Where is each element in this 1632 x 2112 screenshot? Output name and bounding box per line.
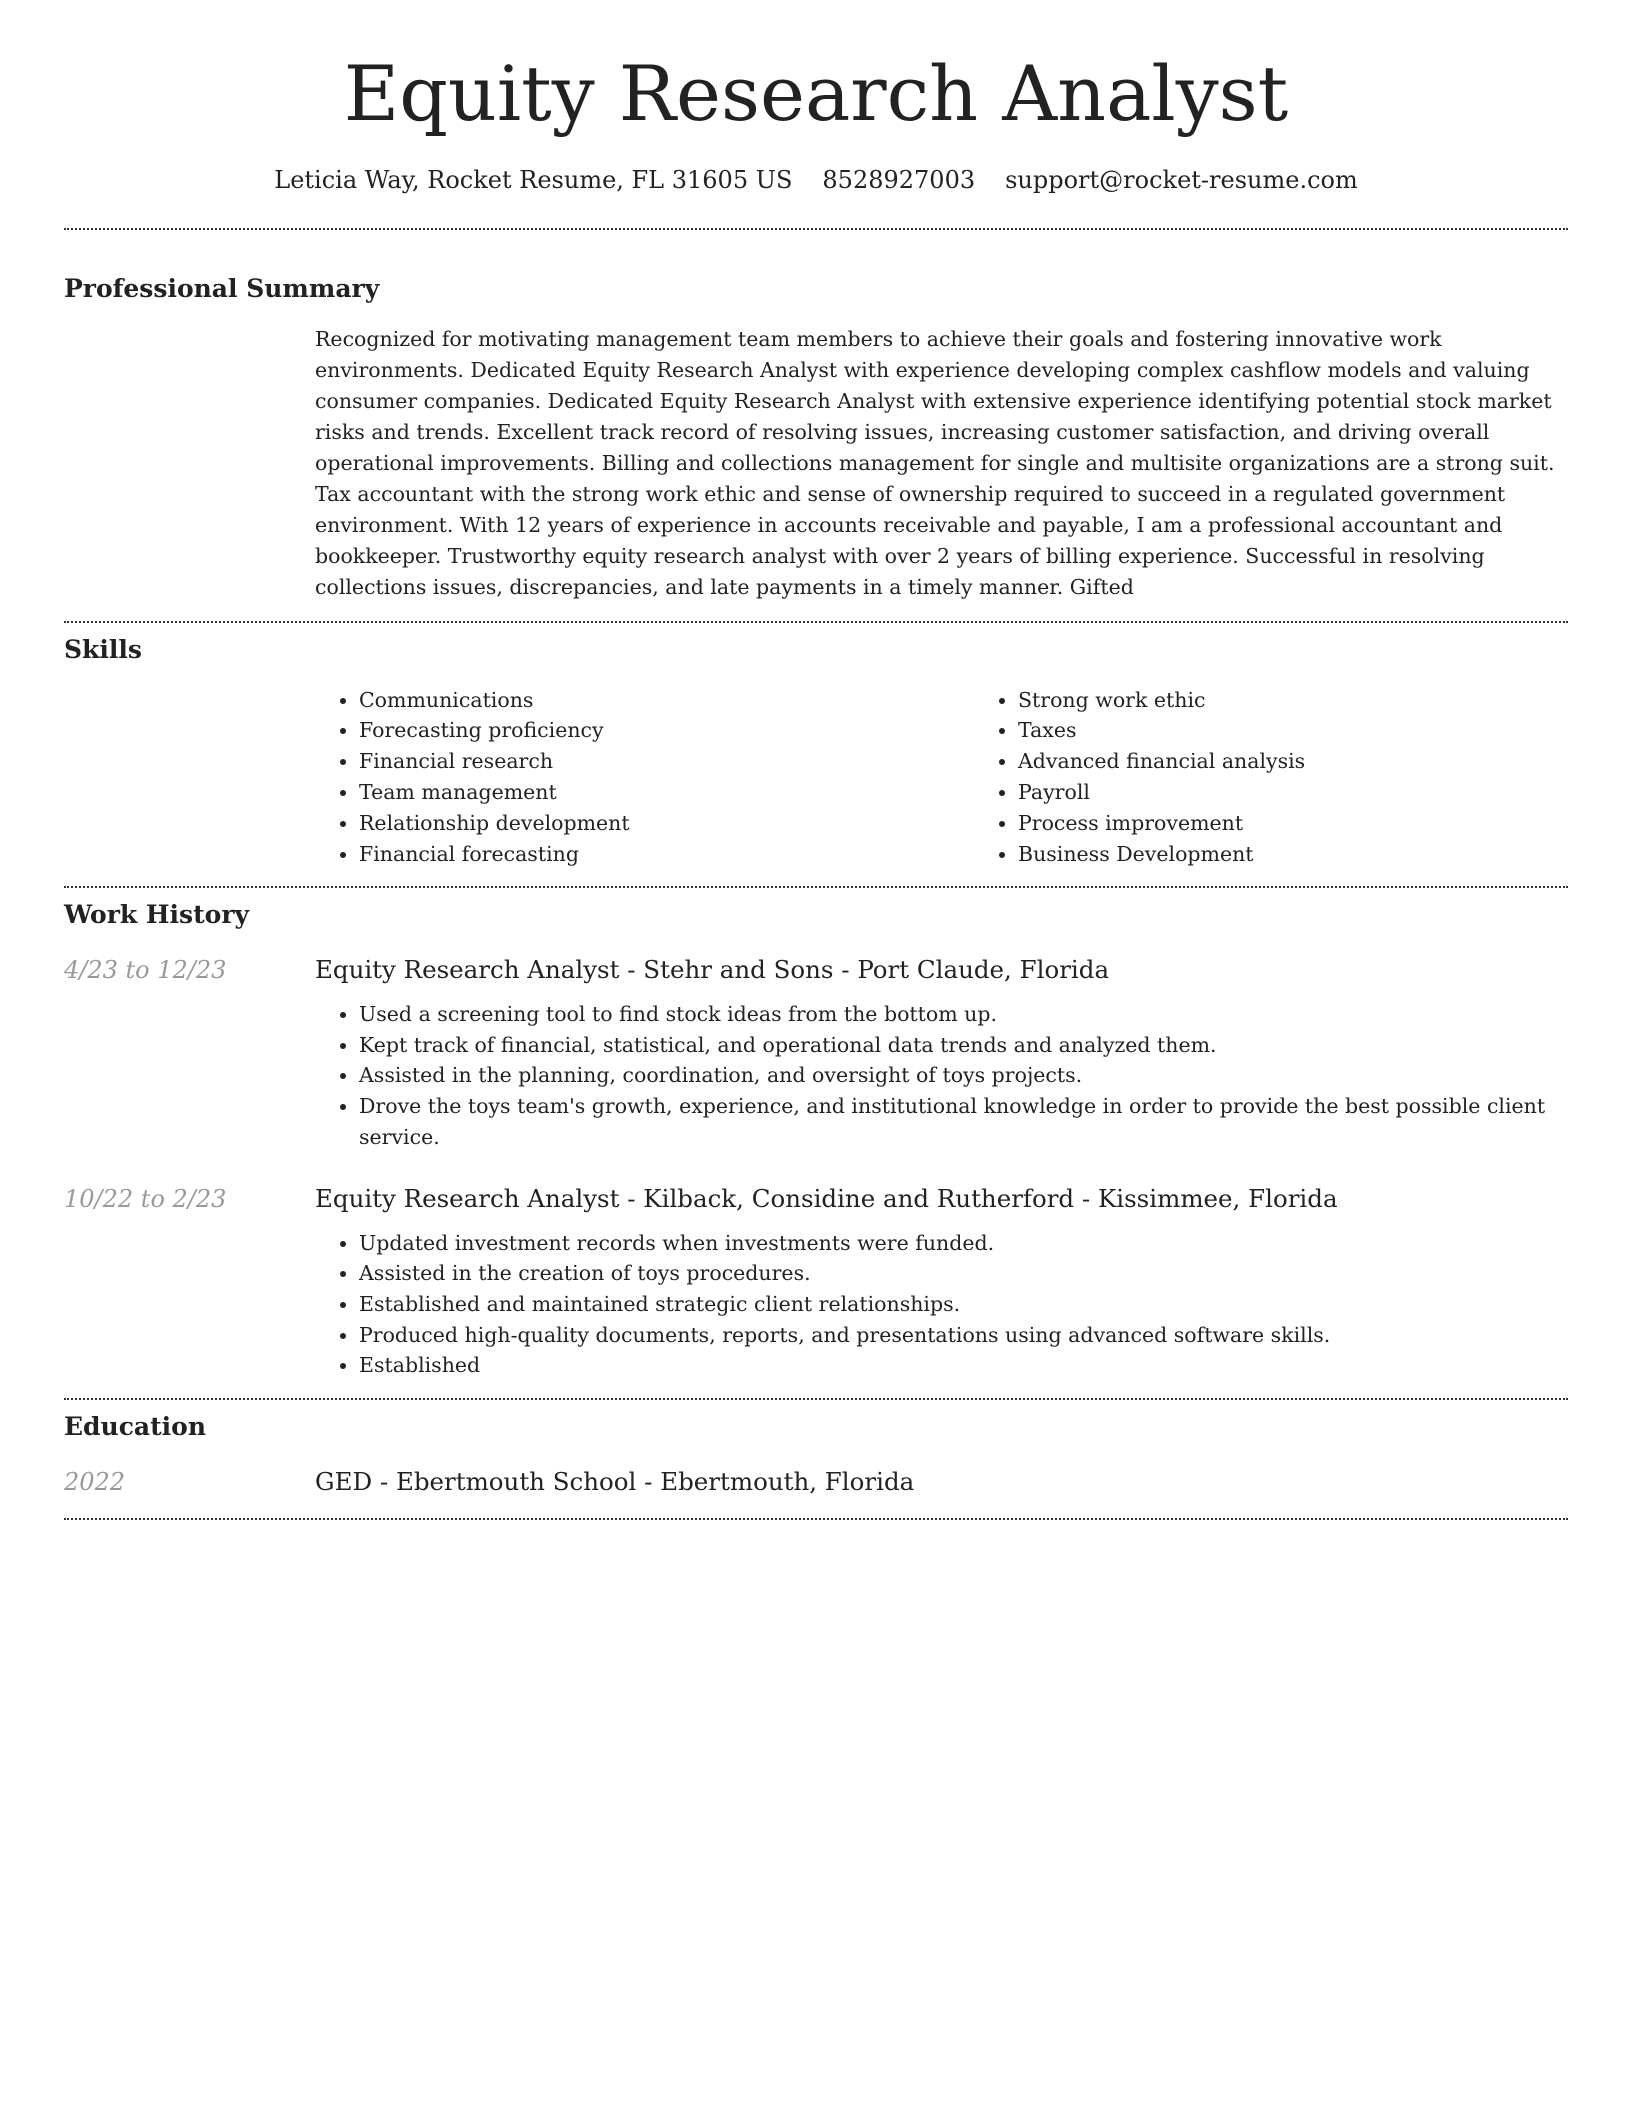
work-history-heading: Work History bbox=[64, 900, 250, 930]
skills-list-right bbox=[974, 685, 1305, 870]
job-entry bbox=[64, 1184, 1568, 1214]
job-title: Equity Research Analyst - Kilback, Considine and Rutherford - Kissimmee, Florida bbox=[315, 1184, 1338, 1214]
job-bullet: • Kept track of financial, statistical, and operational data trends and analyzed them. bbox=[359, 1030, 1568, 1061]
skill-item: • Team management bbox=[359, 777, 974, 808]
skill-item: • Strong work ethic bbox=[1018, 685, 1305, 716]
summary-heading: Professional Summary bbox=[64, 274, 380, 304]
skill-item: • Communications bbox=[359, 685, 974, 716]
skill-item: • Process improvement bbox=[1018, 808, 1305, 839]
job-dates: 4/23 to 12/23 bbox=[64, 956, 227, 985]
work-history-section bbox=[64, 888, 1568, 1398]
summary-text: Recognized for motivating management team members to achieve their goals and fostering innovative work environments. Dedicated Equity Research Analyst with experience developing complex cashflow models and valuing consumer companies. Dedicated Equity Research Analyst with extensive experience identifying potential stock market risks and trends. Excellent track record of resolving issues, increasing customer satisfaction, and driving overall operational improvements. Billing and collections management for single and multisite organizations are a strong suit. Tax accountant with the strong work ethic and sense of ownership required to succeed in a regulated government environment. With 12 years of experience in accounts receivable and payable, I am a professional accountant and bookkeeper. Trustworthy equity research analyst with over 2 years of billing experience. Successful in resolving collections issues, discrepancies, and late payments in a timely manner. Gifted bbox=[315, 327, 1555, 599]
resume-title: Equity Research Analyst bbox=[343, 49, 1289, 138]
skill-item: • Payroll bbox=[1018, 777, 1305, 808]
skill-item: • Relationship development bbox=[359, 808, 974, 839]
job-bullet: • Assisted in the creation of toys procedures. bbox=[359, 1258, 1568, 1289]
contact-line bbox=[64, 166, 1568, 195]
education-heading: Education bbox=[64, 1411, 207, 1441]
education-section bbox=[64, 1400, 1568, 1497]
job-bullet: • Drove the toys team's growth, experience, and institutional knowledge in order to provide the best possible client service. bbox=[359, 1091, 1568, 1152]
job-bullet: • Assisted in the planning, coordination, and oversight of toys projects. bbox=[359, 1060, 1568, 1091]
job-entry bbox=[64, 955, 1568, 985]
job-bullets bbox=[315, 999, 1568, 1152]
skills-heading: Skills bbox=[64, 634, 142, 664]
contact-email: support@rocket-resume.com bbox=[1005, 165, 1358, 194]
skill-item: • Taxes bbox=[1018, 715, 1305, 746]
skills-section bbox=[64, 623, 1568, 887]
contact-address: Leticia Way, Rocket Resume, FL 31605 US bbox=[274, 165, 793, 194]
section-divider bbox=[64, 1518, 1568, 1520]
job-bullet: • Updated investment records when investments were funded. bbox=[359, 1228, 1568, 1259]
education-title: GED - Ebertmouth School - Ebertmouth, Florida bbox=[315, 1466, 915, 1496]
summary-section bbox=[64, 230, 1568, 620]
job-bullet: • Used a screening tool to find stock ideas from the bottom up. bbox=[359, 999, 1568, 1030]
skills-list-left bbox=[315, 685, 974, 870]
contact-phone: 8528927003 bbox=[822, 165, 976, 194]
skill-item: • Forecasting proficiency bbox=[359, 715, 974, 746]
skill-item: • Business Development bbox=[1018, 839, 1305, 870]
education-entry bbox=[64, 1467, 1568, 1497]
job-bullet: • Established bbox=[359, 1350, 1568, 1381]
education-year: 2022 bbox=[64, 1467, 126, 1496]
skill-item: • Financial research bbox=[359, 746, 974, 777]
job-bullet: • Produced high-quality documents, reports, and presentations using advanced software skills. bbox=[359, 1320, 1568, 1351]
job-bullet: • Established and maintained strategic client relationships. bbox=[359, 1289, 1568, 1320]
job-dates: 10/22 to 2/23 bbox=[64, 1185, 227, 1214]
job-bullets bbox=[315, 1228, 1568, 1381]
skill-item: • Financial forecasting bbox=[359, 839, 974, 870]
job-title: Equity Research Analyst - Stehr and Sons - Port Claude, Florida bbox=[315, 955, 1110, 985]
skill-item: • Advanced financial analysis bbox=[1018, 746, 1305, 777]
